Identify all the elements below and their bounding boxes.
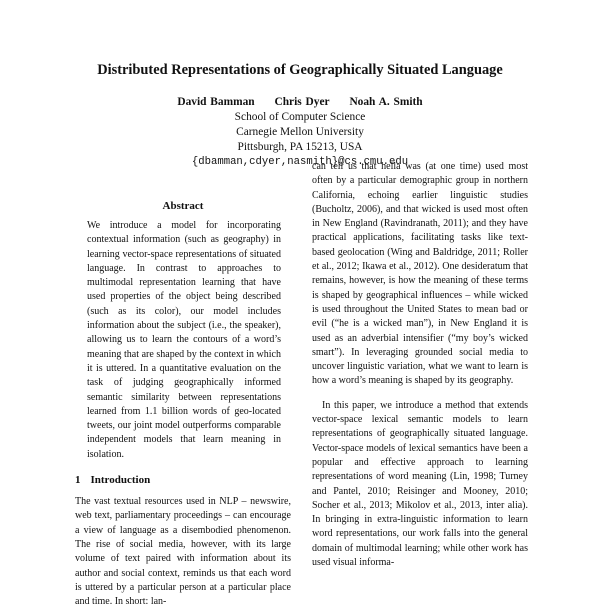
- introduction-paragraph: The vast textual resources used in NLP – newswire, web text, parliamentary proceedings – can encourage a view of language as a disembodied phenomenon. The rise of social media, however, with its large volume of text paired with information about its author and social context, reminds us that each word is uttered by a particular person at a particular place and time. In short: lan-: [75, 496, 291, 608]
- right-column: [312, 160, 528, 570]
- left-column: [75, 200, 291, 609]
- author-name: David Bamman: [177, 96, 255, 108]
- abstract-heading: Abstract: [162, 200, 204, 212]
- paper-title: Distributed Representations of Geographically Situated Language: [97, 62, 503, 78]
- abstract-text: We introduce a model for incorporating contextual information (such as geography) in learning vector-space representations of situated language. In contrast to approaches to multimodal representation learning that have used properties of the object being described (such as its color), our model includes information about the subject (i.e., the speaker), allowing us to learn the contours of a word’s meaning that are shaped by the context in which it is uttered. In a quantitative evaluation on the task of judging geographically informed semantic similarity between representations learned from 1.1 billion words of geo-located tweets, our joint model outperforms comparable independent models that learn meaning in isolation.: [87, 220, 281, 460]
- section-number: 1: [75, 474, 81, 487]
- section-heading-introduction: [75, 474, 291, 486]
- affiliation-line: Carnegie Mellon University: [236, 126, 364, 138]
- author-block: [0, 95, 600, 170]
- author-name: Chris Dyer: [274, 96, 330, 108]
- section-title: Introduction: [90, 474, 151, 487]
- author-email: {dbamman,cdyer,nasmith}@cs.cmu.edu: [191, 156, 409, 168]
- affiliation-line: School of Computer Science: [234, 111, 366, 123]
- author-names: [0, 95, 600, 110]
- author-name: Noah A. Smith: [349, 96, 423, 108]
- body-paragraph: can tell us that hella was (at one time) used most often by a particular demographic group in northern California, echoing earlier linguistic studies (Bucholtz, 2006), and that wicked is used most often in New England (Ravindranath, 2011); and they have practical applications, facilitating tasks like text-based geolocation (Wing and Baldridge, 2011; Roller et al., 2012; Ikawa et al., 2012). One desideratum that remains, however, is how the meaning of these terms is shaped by geographical influences – while wicked is used throughout the United States to mean bad or evil (“he is a wicked man”), in New England it is used as an adverbial intensifier (“my boy’s wicked smart”). In leveraging grounded social media to uncover linguistic variation, what we want to learn is how a word’s meaning is shaped by its geography.: [312, 161, 528, 387]
- body-paragraph: In this paper, we introduce a method that extends vector-space lexical semantic models to learn representations of geographically situated language. Vector-space models of lexical semantics have been a popular and effective approach to learning representations of word meaning (Lin, 1998; Turney and Pantel, 2010; Reisinger and Mooney, 2010; Socher et al., 2013; Mikolov et al., 2013, inter alia). In bringing in extra-linguistic information to learn word representations, our work falls into the general domain of multimodal learning; while other work has used visual informa-: [312, 399, 528, 569]
- affiliation-line: Pittsburgh, PA 15213, USA: [237, 141, 363, 153]
